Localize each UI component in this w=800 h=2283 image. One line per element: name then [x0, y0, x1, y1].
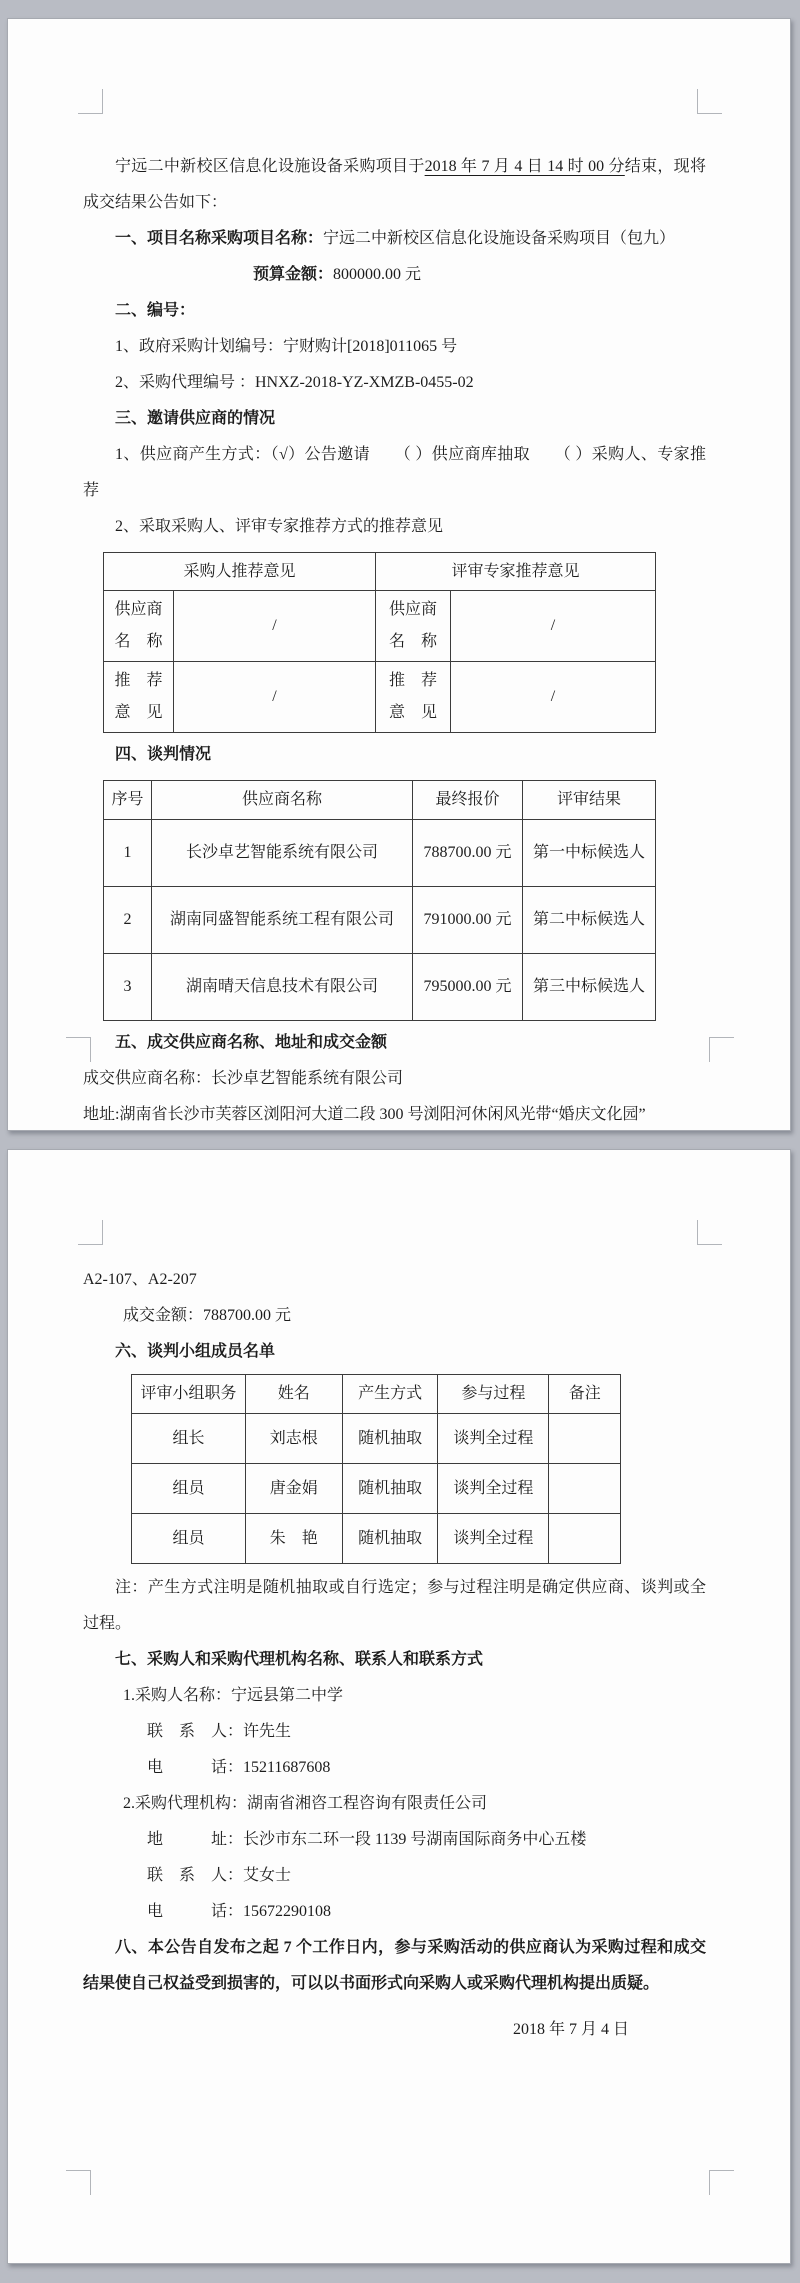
purchaser-recommend-header: 采购人推荐意见: [104, 553, 376, 591]
table-row: [104, 887, 656, 954]
cell-method: 随机抽取: [342, 1514, 438, 1564]
label-line: 供应商: [389, 601, 438, 618]
table-row: [132, 1464, 621, 1514]
table-header-row: [132, 1375, 621, 1414]
margin-mark-bottom-right: [709, 1037, 734, 1062]
label-line: 意 见: [114, 704, 163, 721]
deal-address-line: 地址:湖南省长沙市芙蓉区浏阳河大道二段 300 号浏阳河休闲风光带“婚庆文化园”: [83, 1106, 646, 1123]
cell-process: 谈判全过程: [438, 1414, 549, 1464]
intro-closing-datetime: 2018 年 7 月 4 日 14 时 00 分: [424, 158, 625, 175]
purchaser-name-line: 1.采购人名称：宁远县第二中学: [123, 1687, 344, 1704]
section-4-heading: 四、谈判情况: [115, 746, 212, 763]
intro-text-start: 宁远二中新校区信息化设施设备采购项目于: [115, 158, 425, 175]
cell-role: 组员: [132, 1464, 246, 1514]
cell-remark: [549, 1514, 621, 1564]
agency-name-line: 2.采购代理机构：湖南省湘咨工程咨询有限责任公司: [123, 1795, 488, 1812]
col-header-role: 评审小组职务: [132, 1375, 246, 1414]
negotiation-table: [103, 780, 656, 1021]
table-row: [104, 662, 656, 733]
cell-result: 第三中标候选人: [523, 954, 656, 1021]
col-header-index: 序号: [104, 781, 152, 820]
supplier-source-line: 1、供应商产生方式：（√）公告邀请 （ ）供应商库抽取 （ ）采购人、专家推荐: [83, 446, 706, 499]
recommendation-table: [103, 552, 656, 733]
expert-supplier-value: /: [451, 591, 656, 662]
cell-name: 朱 艳: [245, 1514, 342, 1564]
cell-result: 第二中标候选人: [523, 887, 656, 954]
cell-result: 第一中标候选人: [523, 820, 656, 887]
label-line: 供应商: [114, 601, 163, 618]
cell-role: 组员: [132, 1514, 246, 1564]
purchaser-phone-line: 电 话：15211687608: [147, 1759, 331, 1776]
purchaser-recommend-value: /: [174, 662, 376, 733]
label-line: 名 称: [389, 633, 438, 650]
section-1-heading: 一、项目名称采购项目名称：: [115, 230, 324, 247]
cell-process: 谈判全过程: [438, 1514, 549, 1564]
deal-supplier-line: 成交供应商名称：长沙卓艺智能系统有限公司: [83, 1070, 404, 1087]
agency-address-line: 地 址：长沙市东二环一段 1139 号湖南国际商务中心五楼: [147, 1831, 587, 1848]
section-7-heading: 七、采购人和采购代理机构名称、联系人和联系方式: [115, 1651, 484, 1668]
section-1-line: [83, 221, 706, 257]
table-row: [132, 1414, 621, 1464]
page-2: [7, 1149, 791, 2264]
purchaser-contact-line: 联 系 人：许先生: [147, 1723, 292, 1740]
cell-index: 3: [104, 954, 152, 1021]
recommend-opinion-label: [104, 662, 174, 733]
cell-supplier: 湖南同盛智能系统工程有限公司: [152, 887, 413, 954]
table-row: [104, 820, 656, 887]
label-line: 推 荐: [389, 672, 438, 689]
expert-recommend-header: 评审专家推荐意见: [376, 553, 656, 591]
table-row: [132, 1514, 621, 1564]
section-8-paragraph: 八、本公告自发布之起 7 个工作日内，参与采购活动的供应商认为采购过程和成交结果使自己权益受到损害的，可以以书面形式向采购人或采购代理机构提出质疑。: [83, 1939, 706, 1992]
page-1-content: [83, 19, 706, 1131]
cell-price: 788700.00 元: [413, 820, 523, 887]
cell-price: 791000.00 元: [413, 887, 523, 954]
cell-price: 795000.00 元: [413, 954, 523, 1021]
cell-role: 组长: [132, 1414, 246, 1464]
cell-remark: [549, 1464, 621, 1514]
intro-text-end: 结束，现将成交结果公告如下：: [83, 158, 706, 211]
page-1: [7, 18, 791, 1131]
page-2-content: [83, 1150, 706, 2048]
cell-name: 唐金娟: [245, 1464, 342, 1514]
col-header-method: 产生方式: [342, 1375, 438, 1414]
col-header-name: 姓名: [245, 1375, 342, 1414]
supplier-name-label: [376, 591, 451, 662]
cell-supplier: 湖南晴天信息技术有限公司: [152, 954, 413, 1021]
table-row: [104, 591, 656, 662]
address-continued-line: A2-107、A2-207: [83, 1271, 197, 1288]
announcement-date: 2018 年 7 月 4 日: [513, 2021, 630, 2038]
recommend-opinion-label: [376, 662, 451, 733]
label-line: 名 称: [114, 633, 163, 650]
section-1-project-name: 宁远二中新校区信息化设施设备采购项目（包九）: [323, 230, 676, 247]
panel-member-table: [131, 1374, 621, 1564]
label-line: 推 荐: [114, 672, 163, 689]
budget-value: 800000.00 元: [333, 266, 422, 283]
recommend-method-line: 2、采取采购人、评审专家推荐方式的推荐意见: [115, 518, 444, 535]
section-5-heading: 五、成交供应商名称、地址和成交金额: [115, 1034, 388, 1051]
note-paragraph: 注：产生方式注明是随机抽取或自行选定；参与过程注明是确定供应商、谈判或全过程。: [83, 1579, 706, 1632]
cell-name: 刘志根: [245, 1414, 342, 1464]
supplier-name-label: [104, 591, 174, 662]
col-header-process: 参与过程: [438, 1375, 549, 1414]
table-header-row: [104, 781, 656, 820]
intro-paragraph: [83, 149, 706, 221]
margin-mark-bottom-right: [709, 2170, 734, 2195]
col-header-price: 最终报价: [413, 781, 523, 820]
purchaser-supplier-value: /: [174, 591, 376, 662]
col-header-result: 评审结果: [523, 781, 656, 820]
cell-process: 谈判全过程: [438, 1464, 549, 1514]
section-3-heading: 三、邀请供应商的情况: [115, 410, 276, 427]
cell-method: 随机抽取: [342, 1464, 438, 1514]
label-line: 意 见: [389, 704, 438, 721]
cell-method: 随机抽取: [342, 1414, 438, 1464]
table-row: [104, 954, 656, 1021]
cell-remark: [549, 1414, 621, 1464]
cell-index: 1: [104, 820, 152, 887]
expert-recommend-value: /: [451, 662, 656, 733]
agency-number-line: 2、采购代理编号 ：HNXZ-2018-YZ-XMZB-0455-02: [115, 374, 474, 391]
margin-mark-bottom-left: [66, 2170, 91, 2195]
budget-label: 预算金额：: [253, 266, 334, 283]
plan-number-line: 1、政府采购计划编号：宁财购计[2018]011065 号: [115, 338, 458, 355]
table-row: [104, 553, 656, 591]
col-header-supplier: 供应商名称: [152, 781, 413, 820]
budget-line: [253, 257, 706, 293]
agency-contact-line: 联 系 人：艾女士: [147, 1867, 292, 1884]
col-header-remark: 备注: [549, 1375, 621, 1414]
section-2-heading: 二、编号：: [115, 302, 196, 319]
agency-phone-line: 电 话：15672290108: [147, 1903, 332, 1920]
deal-amount-line: 成交金额：788700.00 元: [123, 1307, 292, 1324]
cell-index: 2: [104, 887, 152, 954]
section-6-heading: 六、谈判小组成员名单: [115, 1343, 276, 1360]
cell-supplier: 长沙卓艺智能系统有限公司: [152, 820, 413, 887]
